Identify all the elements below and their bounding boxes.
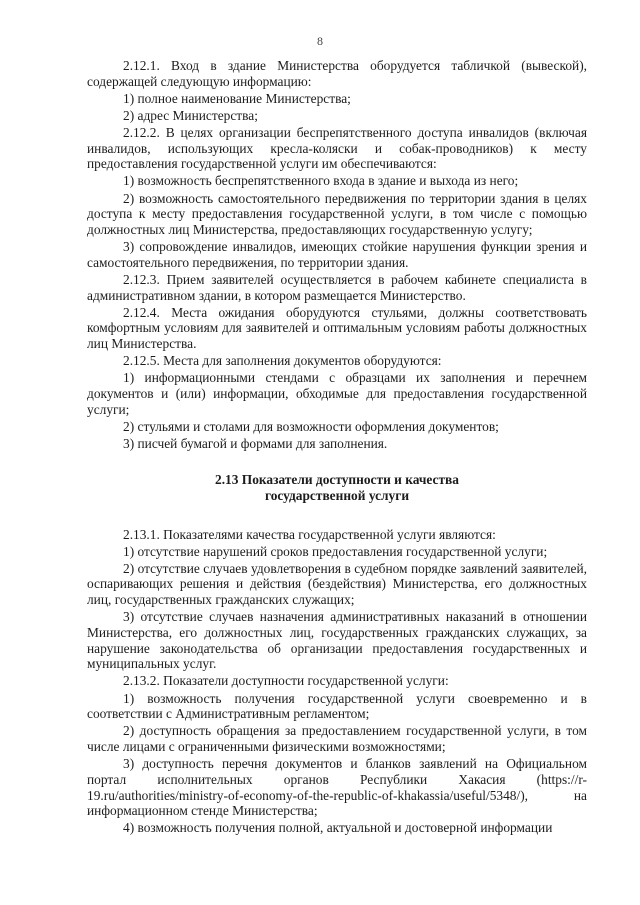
paragraph-2-12-3: 2.12.3. Прием заявителей осуществляется в рабочем кабинете специалиста в административном здании, в котором размещается Министерство. (87, 271, 587, 303)
paragraph-2-13-2: 2.13.2. Показатели доступности государственной услуги: (123, 673, 449, 689)
section-heading-line: 2.13 Показатели доступности и качества (215, 471, 459, 487)
list-item: 3) сопровождение инвалидов, имеющих стойкие нарушения функции зрения и самостоятельного передвижения, по территории здания. (87, 239, 587, 270)
paragraph-2-13-1: 2.13.1. Показателями качества государственной услуги являются: (123, 526, 496, 542)
list-item: 3) отсутствие случаев назначения административных наказаний в отношении Министерства, его должностных лиц, государственных гражданских служащих, за нарушение законодательства об организации предоставления государственных и муниципальных услуг. (87, 609, 587, 672)
list-item: 1) возможность получения государственной услуги своевременно и в соответствии с Административным регламентом; (87, 690, 587, 722)
paragraph-2-12-1: 2.12.1. Вход в здание Министерства оборудуется табличкой (вывеской), содержащей следующую информацию: (87, 58, 587, 89)
list-item: 2) стульями и столами для возможности оформления документов; (123, 418, 499, 434)
list-item: 4) возможность получения полной, актуальной и достоверной информации (123, 820, 553, 836)
paragraph-2-12-5: 2.12.5. Места для заполнения документов оборудуются: (123, 353, 442, 369)
section-heading-line: государственной услуги (264, 487, 410, 503)
document-body (87, 58, 587, 837)
list-item: 3) писчей бумагой и формами для заполнения. (123, 435, 388, 451)
list-item: 1) полное наименование Министерства; (123, 90, 351, 106)
list-item: 2) доступность обращения за предоставлением государственной услуги, в том числе лицами с ограниченными физическими возможностями; (87, 723, 587, 755)
list-item: 3) доступность перечня документов и бланков заявлений на Официальном портал исполнительных органов Республики Хакасия (https://r-19.ru/authorities/ministry-of-economy-of-the-republic-of-khakassia/useful/5348/), на информационном стенде Министерства; (87, 756, 587, 819)
list-item: 2) отсутствие случаев удовлетворения в судебном порядке заявлений заявителей, оспаривающих решения и действия (бездействия) Министерства, его должностных лиц, государственных гражданских служащих; (87, 560, 587, 608)
list-item: 2) возможность самостоятельного передвижения по территории здания в целях доступа к месту предоставления государственной услуги, в том числе с помощью должностных лиц Министерства, предоставляющих государственную услугу; (87, 190, 587, 237)
list-item: 1) информационными стендами с образцами их заполнения и перечнем документов и (или) информации, обходимые для предоставления государственной услуги; (87, 370, 587, 417)
list-item: 1) отсутствие нарушений сроков предоставления государственной услуги; (123, 543, 548, 559)
page-number: 8 (317, 34, 323, 48)
section-heading-2-13 (87, 472, 587, 504)
list-item: 2) адрес Министерства; (123, 107, 258, 123)
paragraph-2-12-4: 2.12.4. Места ожидания оборудуются стульями, должны соответствовать комфортным условиям для заявителей и оптимальным условиям работы должностных лиц Министерства. (87, 304, 587, 352)
list-item: 1) возможность беспрепятственного входа в здание и выхода из него; (123, 173, 519, 189)
paragraph-2-12-2: 2.12.2. В целях организации беспрепятственного доступа инвалидов (включая инвалидов, использующих кресла-коляски и собак-проводников) к месту предоставления государственной услуги им обеспечиваются: (87, 124, 587, 172)
